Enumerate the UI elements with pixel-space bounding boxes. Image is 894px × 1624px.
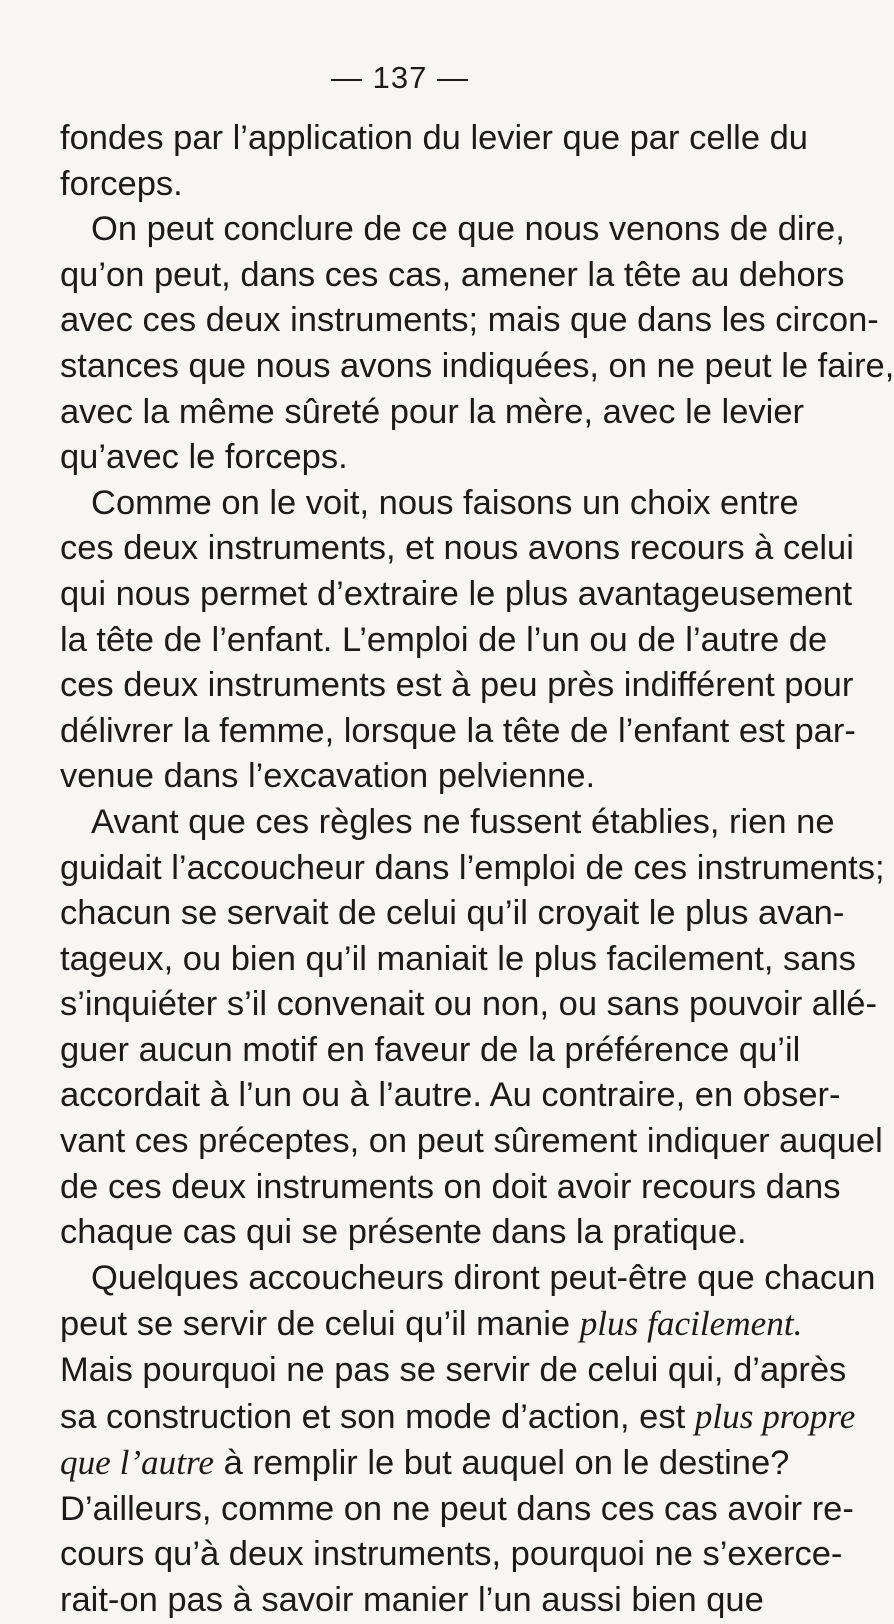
text-line: guidait l’accoucheur dans l’emploi de ces instruments; xyxy=(60,848,885,887)
text-line: avec ces deux instruments; mais que dans les circon- xyxy=(60,301,879,340)
text-line: ces deux instruments est à peu près indifférent pour xyxy=(60,666,854,705)
paragraph-1 xyxy=(60,116,808,207)
text-line: chaque cas qui se présente dans la pratique. xyxy=(60,1213,747,1252)
italic-text: que l’autre xyxy=(60,1443,214,1483)
text-line: de ces deux instruments on doit avoir recours dans xyxy=(60,1167,841,1206)
italic-text: plus propre xyxy=(694,1396,856,1436)
text-line: D’ailleurs, comme on ne peut dans ces cas avoir re- xyxy=(60,1489,854,1528)
text-line: qui nous permet d’extraire le plus avantageusement xyxy=(60,574,853,613)
text-line: forceps. xyxy=(60,164,183,203)
text-line xyxy=(60,1440,790,1487)
text-line: venue dans l’excavation pelvienne. xyxy=(60,757,596,796)
text-line: Comme on le voit, nous faisons un choix entre xyxy=(91,483,799,522)
text-line: vant ces préceptes, on peut sûrement indiquer auquel xyxy=(60,1122,883,1161)
text-line: ces deux instruments, et nous avons recours à celui xyxy=(60,529,854,568)
text-line: accordait à l’un ou à l’autre. Au contraire, en obser- xyxy=(60,1076,841,1115)
text-line: fondes par l’application du levier que par celle du xyxy=(60,119,808,157)
text-line: qu’avec le forceps. xyxy=(60,438,348,477)
text-line: On peut conclure de ce que nous venons de dire, xyxy=(91,210,845,249)
text-line xyxy=(60,1301,803,1348)
paragraph-2 xyxy=(60,207,894,481)
text-segment: sa construction et son mode d’action, est xyxy=(60,1397,686,1436)
text-line: Mais pourquoi ne pas se servir de celui qui, d’après xyxy=(60,1351,847,1390)
text-segment: peut se servir de celui qu’il manie xyxy=(60,1305,571,1344)
page-number: — 137 — xyxy=(331,60,469,95)
text-line: cours qu’à deux instruments, pourquoi ne s’exerce- xyxy=(60,1535,843,1574)
text-line: la tête de l’enfant. L’emploi de l’un ou de l’autre de xyxy=(60,620,828,659)
text-line xyxy=(60,1394,856,1441)
paragraph-3 xyxy=(60,481,856,800)
text-segment: à remplir le but auquel on le destine? xyxy=(223,1444,790,1483)
body-text xyxy=(60,116,894,1624)
text-line: guer aucun motif en faveur de la préférence qu’il xyxy=(60,1030,801,1069)
text-line: avec la même sûreté pour la mère, avec le levier xyxy=(60,392,804,431)
paragraph-5 xyxy=(60,1256,876,1624)
text-line: rait-on pas à savoir manier l’un aussi bien que xyxy=(60,1581,764,1619)
text-line: stances que nous avons indiquées, on ne peut le faire, xyxy=(60,346,894,385)
paragraph-4 xyxy=(60,800,885,1256)
text-line: délivrer la femme, lorsque la tête de l’enfant est par- xyxy=(60,711,856,750)
text-line: s’inquiéter s’il convenait ou non, ou sans pouvoir allé- xyxy=(60,985,877,1024)
text-line: chacun se servait de celui qu’il croyait le plus avan- xyxy=(60,894,845,933)
text-line: Quelques accoucheurs diront peut-être que chacun xyxy=(91,1258,876,1297)
italic-text: plus facilement. xyxy=(579,1304,803,1344)
text-line: Avant que ces règles ne fussent établies, rien ne xyxy=(91,802,835,841)
text-line: qu’on peut, dans ces cas, amener la tête au dehors xyxy=(60,255,845,294)
text-line: tageux, ou bien qu’il maniait le plus facilement, sans xyxy=(60,939,856,978)
